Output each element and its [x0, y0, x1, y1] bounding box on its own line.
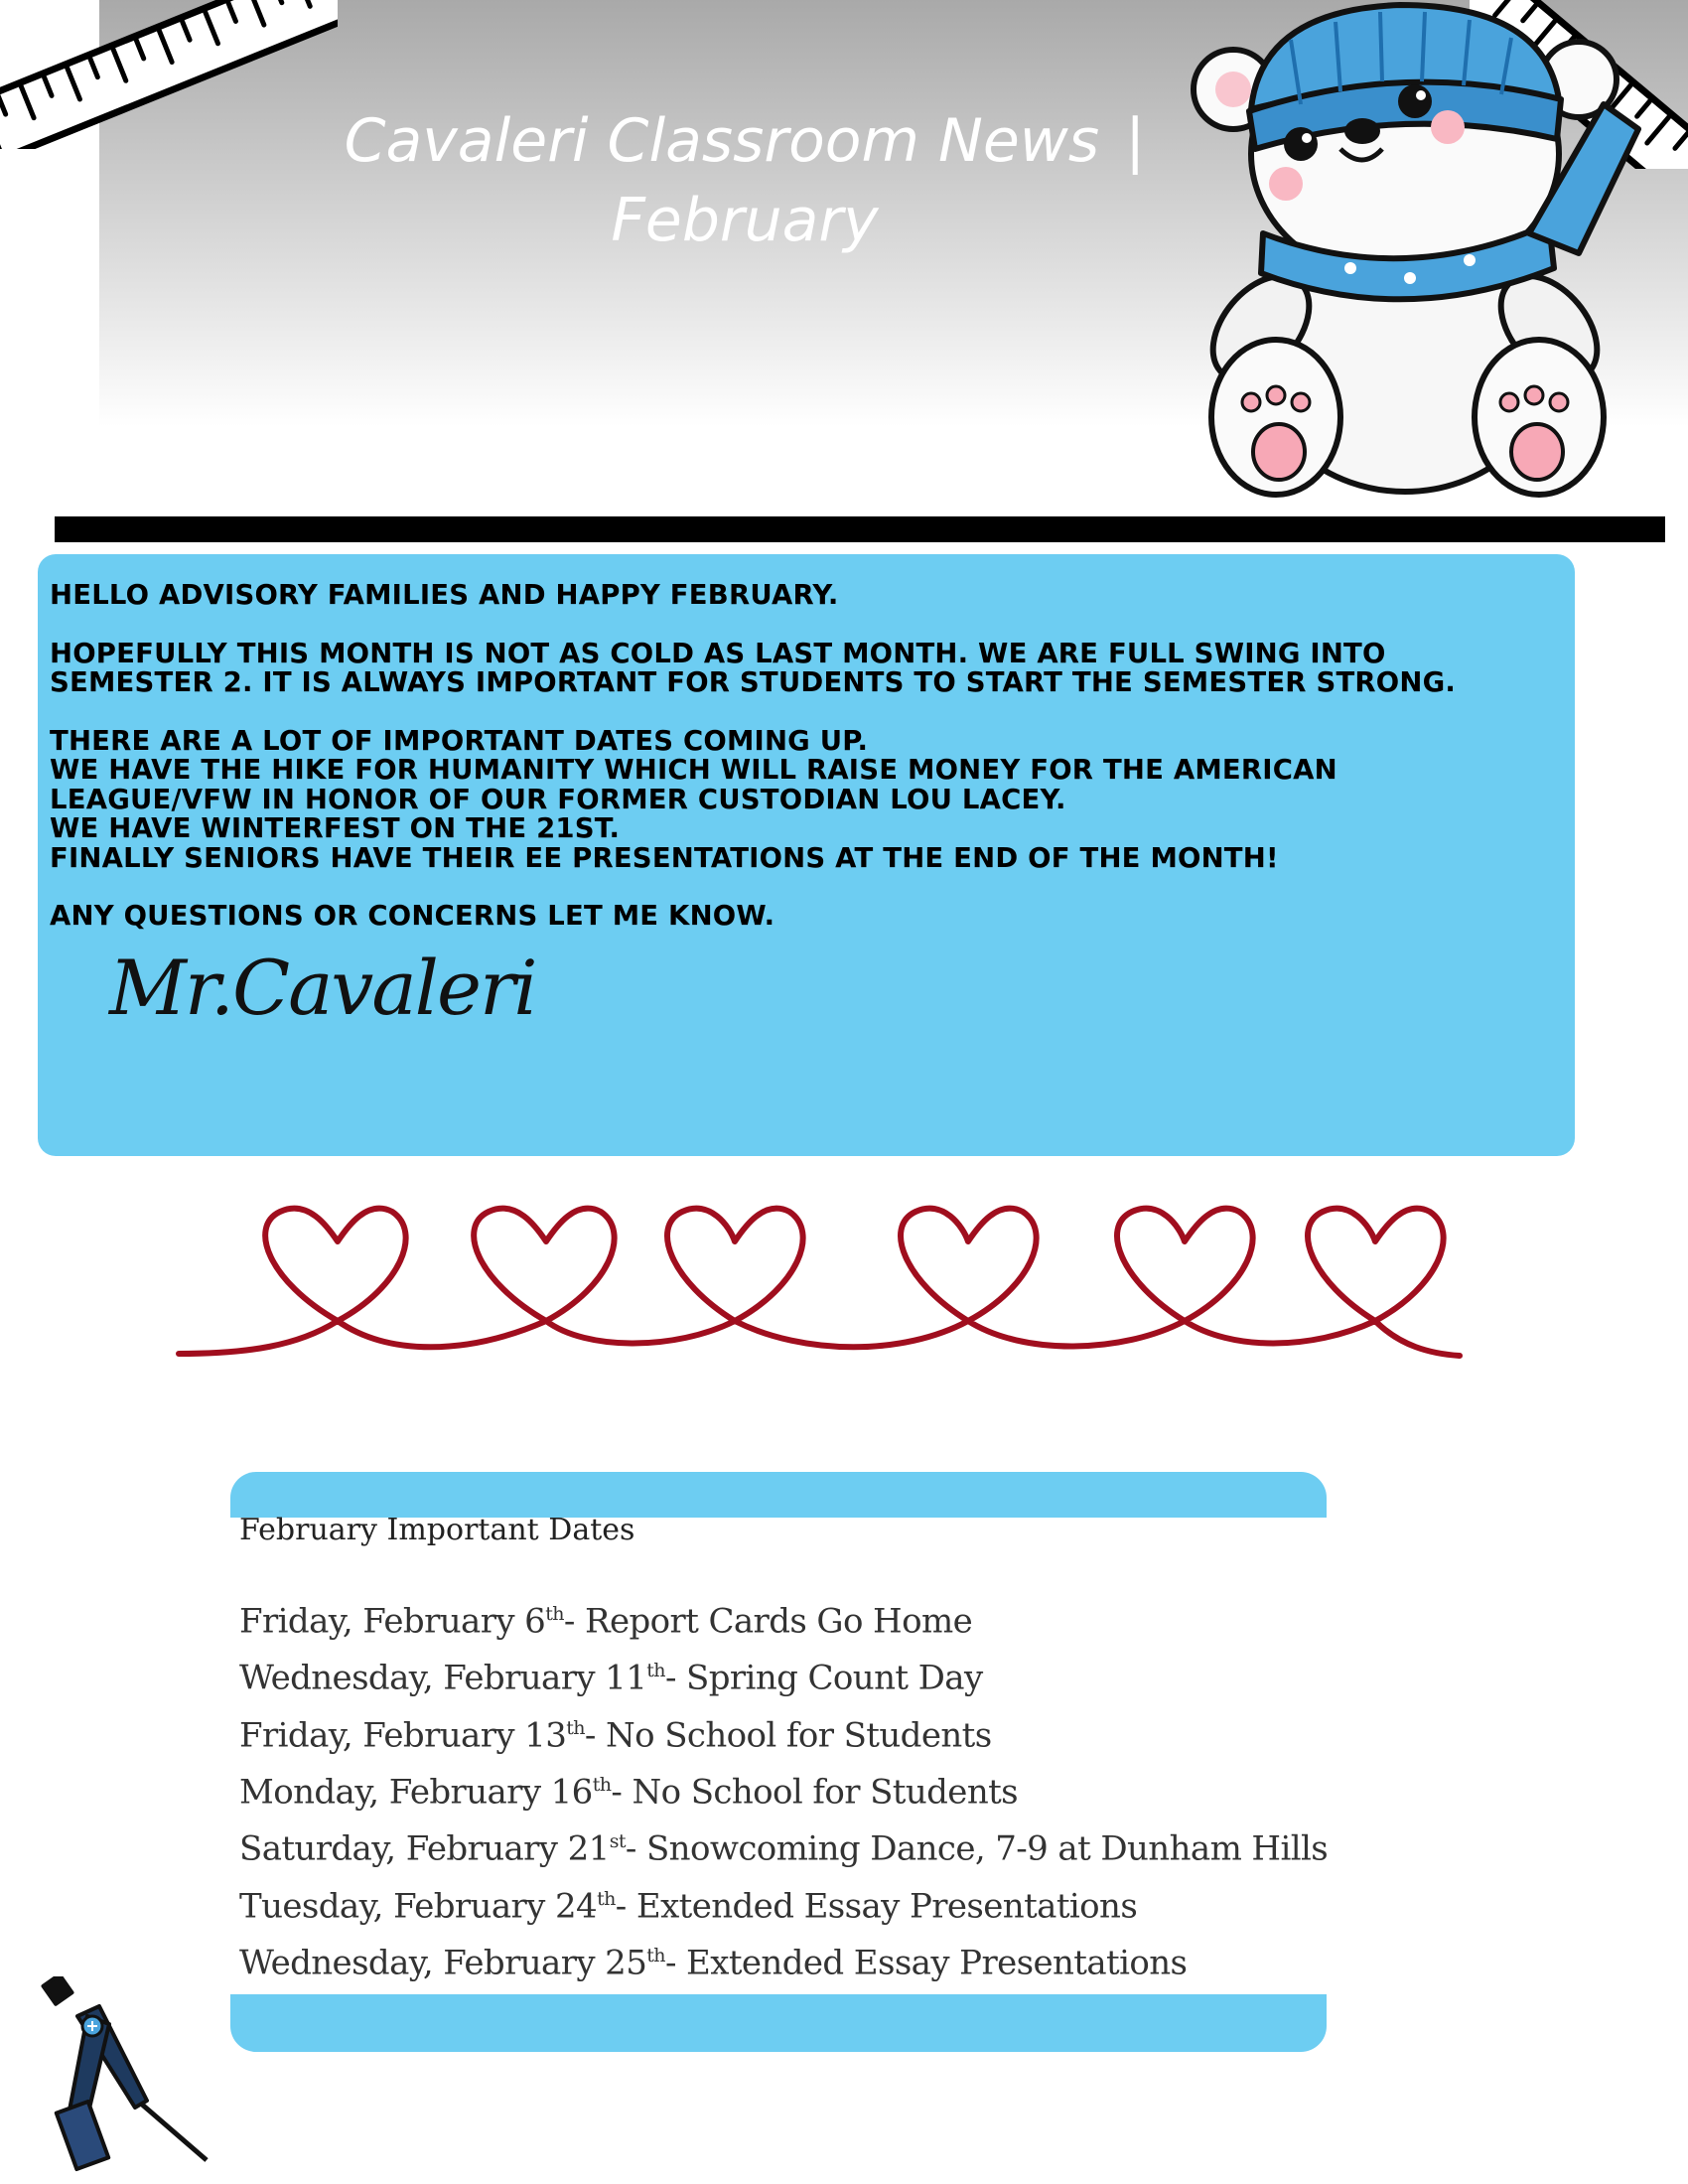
letter-line: FINALLY SENIORS HAVE THEIR EE PRESENTATIONS AT THE END OF THE MONTH! [50, 841, 1279, 874]
letter-line: HOPEFULLY THIS MONTH IS NOT AS COLD AS LAST MONTH. WE ARE FULL SWING INTO [50, 637, 1386, 669]
letter-line: LEAGUE/VFW IN HONOR OF OUR FORMER CUSTODIAN LOU LACEY. [50, 783, 1066, 815]
compass-icon [38, 1976, 216, 2175]
list-item: Wednesday, February 25th- Extended Essay Presentations [239, 1943, 1188, 1983]
dates-list [239, 1589, 1328, 2045]
heart-garland-icon [169, 1187, 1470, 1376]
letter-line: SEMESTER 2. IT IS ALWAYS IMPORTANT FOR STUDENTS TO START THE SEMESTER STRONG. [50, 666, 1457, 698]
dates-title: February Important Dates [239, 1513, 635, 1547]
dates-panel-bottom [230, 1994, 1327, 2052]
title-separator: | [1125, 106, 1146, 176]
list-item: Friday, February 13th- No School for Students [239, 1714, 992, 1755]
title-line-2: February [611, 186, 879, 255]
letter-line: WE HAVE THE HIKE FOR HUMANITY WHICH WILL RAISE MONEY FOR THE AMERICAN [50, 754, 1337, 786]
signature: Mr.Cavaleri [109, 944, 536, 1032]
polar-bear-icon [1152, 0, 1648, 507]
letter-line: THERE ARE A LOT OF IMPORTANT DATES COMING UP. [50, 724, 869, 757]
divider-bar [55, 516, 1665, 542]
title-line-1: Cavaleri Classroom News [344, 106, 1100, 176]
list-item: Monday, February 16th- No School for Students [239, 1772, 1019, 1813]
letter-body [50, 581, 1569, 932]
letter-line: WE HAVE WINTERFEST ON THE 21ST. [50, 812, 621, 844]
letter-line: ANY QUESTIONS OR CONCERNS LET ME KNOW. [50, 900, 775, 932]
letter-line: HELLO ADVISORY FAMILIES AND HAPPY FEBRUARY. [50, 579, 839, 611]
dates-panel-top [230, 1472, 1327, 1518]
list-item: Wednesday, February 11th- Spring Count Day [239, 1658, 983, 1698]
list-item: Saturday, February 21st- Snowcoming Dance, 7-9 at Dunham Hills [239, 1828, 1329, 1869]
list-item: Friday, February 6th- Report Cards Go Home [239, 1601, 973, 1642]
page-title [298, 101, 1192, 260]
ruler-left-icon [0, 0, 338, 149]
list-item: Tuesday, February 24th- Extended Essay Presentations [239, 1885, 1138, 1926]
